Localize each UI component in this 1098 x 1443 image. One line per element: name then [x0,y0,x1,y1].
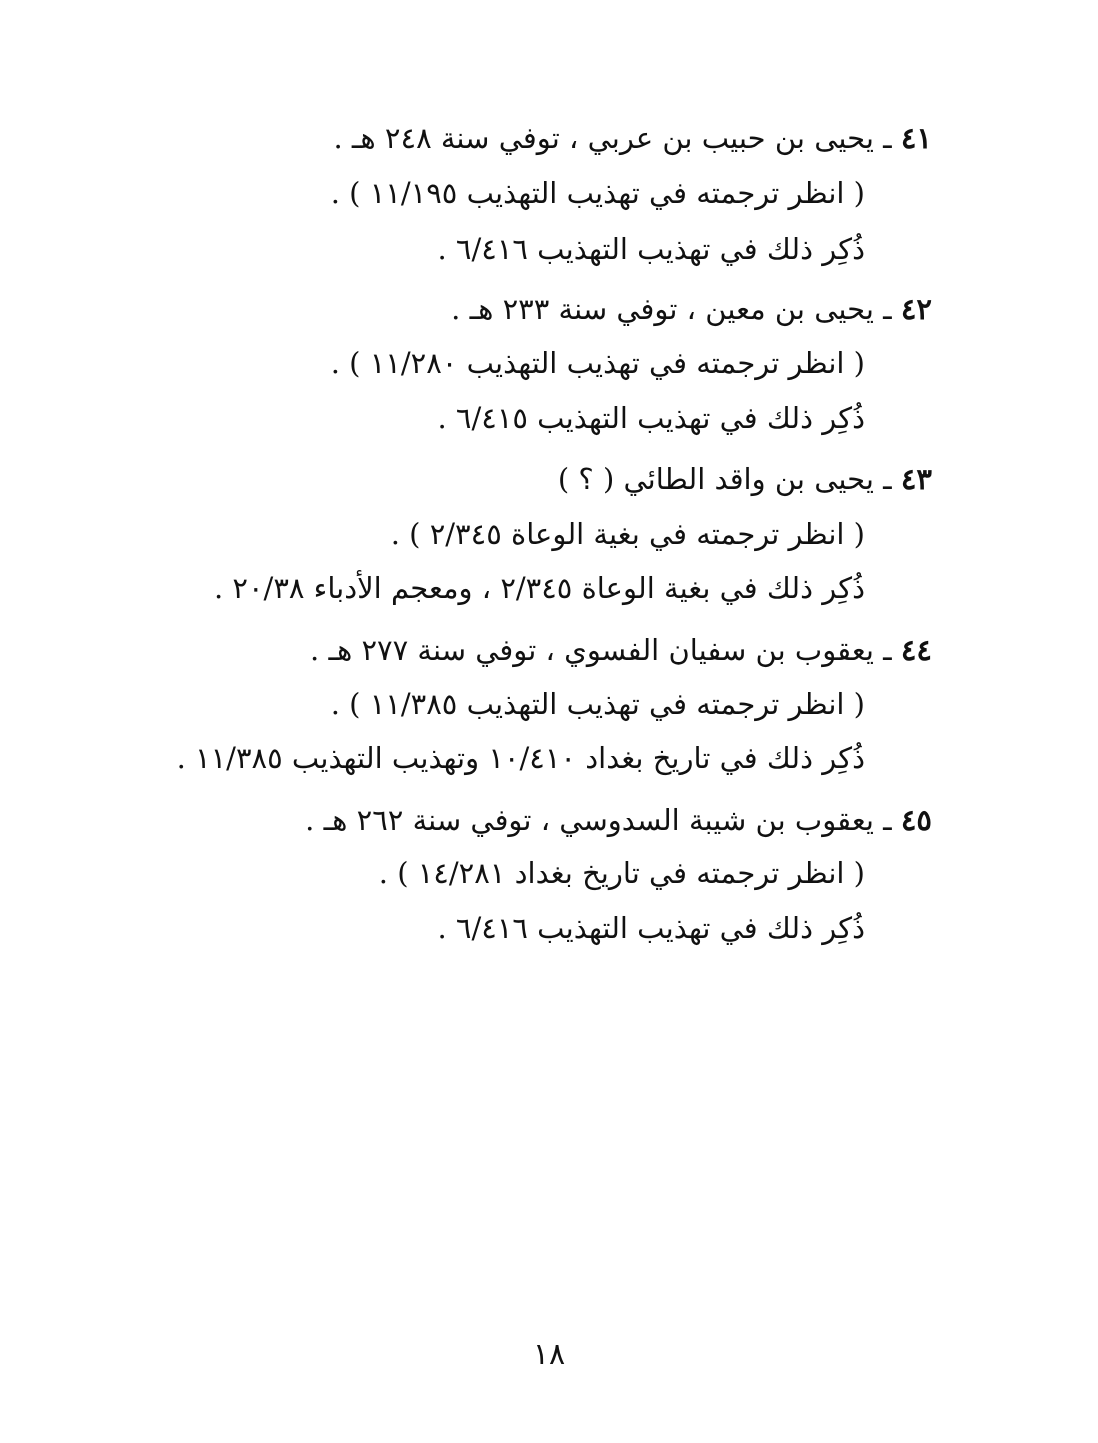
entry-44-title [310,630,932,670]
entry-41-mention: ذُكِر ذلك في تهذيب التهذيب ٦/٤١٦ . [437,232,865,266]
entry-45-title [305,800,932,840]
entry-42-title [451,289,932,329]
entry-44-mention: ذُكِر ذلك في تاريخ بغداد ١٠/٤١٠ وتهذيب التهذيب ١١/٣٨٥ . [176,741,865,775]
entry-title-text: ـ يحيى بن حبيب بن عربي ، توفي سنة ٢٤٨ هـ . [333,121,892,155]
entry-title-text: ـ يعقوب بن شيبة السدوسي ، توفي سنة ٢٦٢ هـ . [305,803,892,837]
entry-42-reference: ( انظر ترجمته في تهذيب التهذيب ١١/٢٨٠ ) . [330,346,865,380]
entry-41-reference: ( انظر ترجمته في تهذيب التهذيب ١١/١٩٥ ) . [330,176,865,210]
entry-title-text: ـ يعقوب بن سفيان الفسوي ، توفي سنة ٢٧٧ هـ . [310,633,892,667]
entry-43-reference: ( انظر ترجمته في بغية الوعاة ٢/٣٤٥ ) . [390,517,865,551]
entry-title-text: ـ يحيى بن واقد الطائي ( ؟ ) [557,462,892,496]
entry-number: ٤٥ [900,803,932,837]
entry-number: ٤٤ [900,633,932,667]
entry-42-mention: ذُكِر ذلك في تهذيب التهذيب ٦/٤١٥ . [437,401,865,435]
entry-title-text: ـ يحيى بن معين ، توفي سنة ٢٣٣ هـ . [451,292,892,326]
page-number: ١٨ [532,1337,566,1372]
entry-number: ٤٣ [900,462,932,496]
entry-43-title [558,459,932,499]
entry-41-title [333,118,932,158]
entry-number: ٤١ [900,121,932,155]
entry-number: ٤٢ [900,292,932,326]
entry-43-mention: ذُكِر ذلك في بغية الوعاة ٢/٣٤٥ ، ومعجم الأدباء ٢٠/٣٨ . [213,571,865,605]
entry-44-reference: ( انظر ترجمته في تهذيب التهذيب ١١/٣٨٥ ) . [330,687,865,721]
entry-45-mention: ذُكِر ذلك في تهذيب التهذيب ٦/٤١٦ . [437,911,865,945]
entry-45-reference: ( انظر ترجمته في تاريخ بغداد ١٤/٢٨١ ) . [378,856,865,890]
